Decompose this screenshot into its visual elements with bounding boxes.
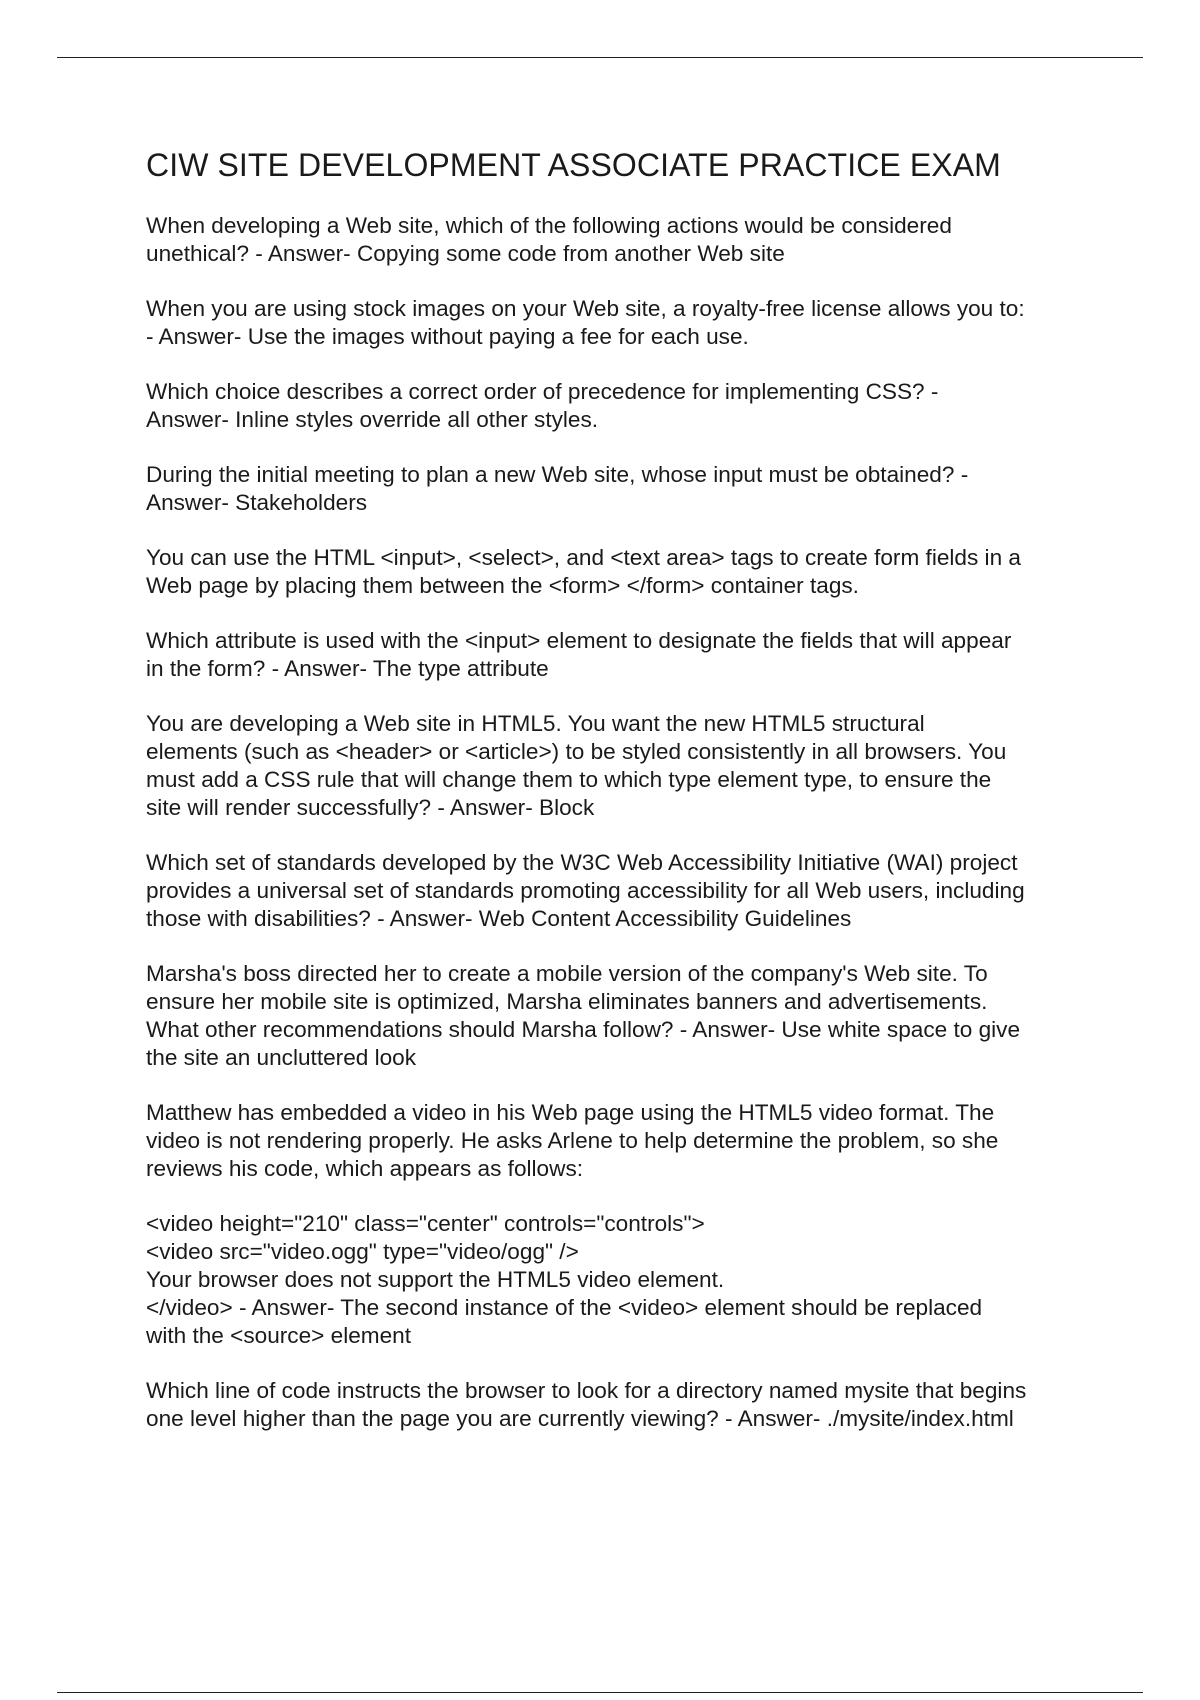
qa-item-12: Which line of code instructs the browser to look for a directory named mysite that begins one level higher than the page you are currently viewing? - Answer- ./mysite/index.html [146, 1378, 1027, 1431]
bottom-divider [57, 1692, 1143, 1693]
qa-item-9: Marsha's boss directed her to create a mobile version of the company's Web site. To ensure her mobile site is optimized, Marsha eliminates banners and advertisements. What other recommendations should Marsha follow? - Answer- Use white space to give the site an uncluttered look [146, 961, 1021, 1070]
qa-item-5: You can use the HTML <input>, <select>, and <text area> tags to create form fields in a Web page by placing them between the <form> </form> container tags. [146, 545, 1021, 598]
document-body [146, 144, 1096, 1460]
qa-item-2: When you are using stock images on your Web site, a royalty-free license allows you to: - Answer- Use the images without paying a fee for each use. [146, 296, 1025, 349]
top-divider [57, 57, 1143, 58]
qa-item-11: <video height="210" class="center" controls="controls"> <video src="video.ogg" type="video/ogg" /> Your browser does not support the HTML5 video element. </video> - Answer- The second instance of the <video> element should be replaced with the <source> element [146, 1211, 983, 1348]
qa-item-7: You are developing a Web site in HTML5. You want the new HTML5 structural elements (such as <header> or <article>) to be styled consistently in all browsers. You must add a CSS rule that will change them to which type element type, to ensure the site will render successfully? - Answer- Block [146, 711, 1007, 820]
document-title: CIW SITE DEVELOPMENT ASSOCIATE PRACTICE EXAM [146, 147, 1001, 183]
qa-item-6: Which attribute is used with the <input> element to designate the fields that will appear in the form? - Answer- The type attribute [146, 628, 1012, 681]
qa-item-1: When developing a Web site, which of the following actions would be considered unethical? - Answer- Copying some code from another Web site [146, 213, 952, 266]
qa-item-3: Which choice describes a correct order of precedence for implementing CSS? - Answer- Inline styles override all other styles. [146, 379, 939, 432]
qa-item-8: Which set of standards developed by the W3C Web Accessibility Initiative (WAI) project provides a universal set of standards promoting accessibility for all Web users, including those with disabilities? - Answer- Web Content Accessibility Guidelines [146, 850, 1025, 931]
qa-item-4: During the initial meeting to plan a new Web site, whose input must be obtained? - Answer- Stakeholders [146, 462, 969, 515]
qa-item-10: Matthew has embedded a video in his Web page using the HTML5 video format. The video is not rendering properly. He asks Arlene to help determine the problem, so she reviews his code, which appears as follows: [146, 1100, 999, 1181]
